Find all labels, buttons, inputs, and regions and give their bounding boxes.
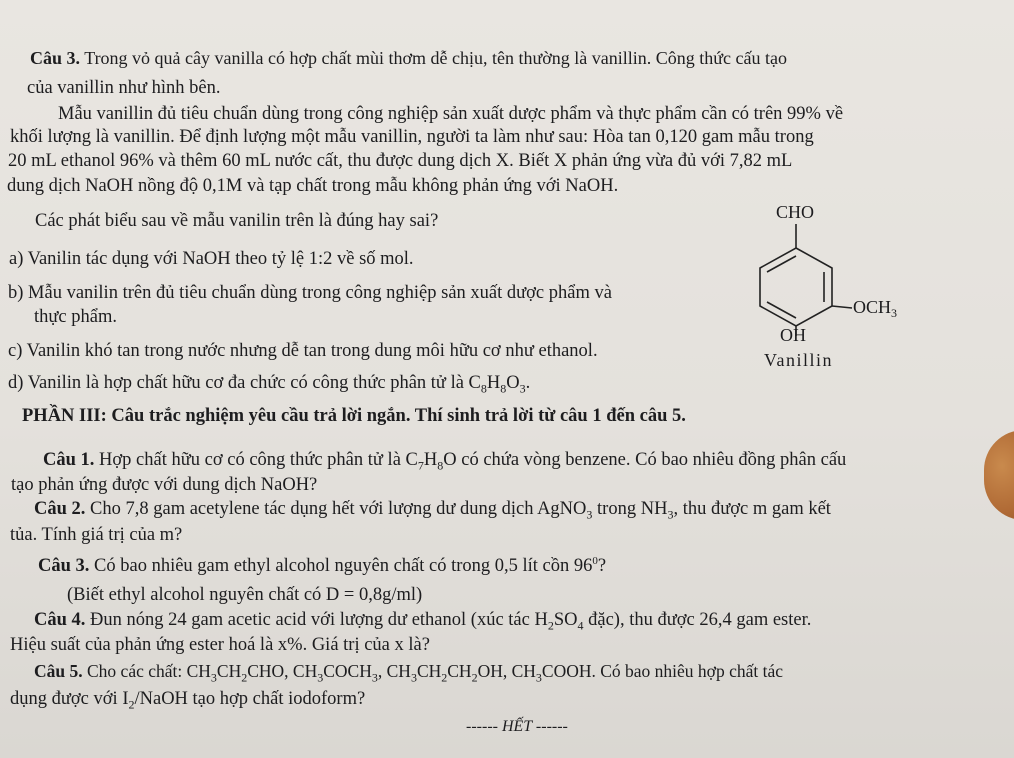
bond-och3 xyxy=(832,306,852,308)
q3-statement-d xyxy=(8,372,530,394)
q1-sub1: 7 xyxy=(417,458,424,473)
q4-text-c: đặc), thu được 26,4 gam ester. xyxy=(583,610,812,630)
q5-s2: 2 xyxy=(241,670,248,685)
q3-para2-line-3: 20 mL ethanol 96% và thêm 60 mL nước cất, thu được dung dịch X. Biết X phản ứng vừa đủ với 7,82 mL xyxy=(8,151,793,171)
part3-q3-line-1 xyxy=(38,555,606,577)
part3-q3-line-2: (Biết ethyl alcohol nguyên chất có D = 0,8g/ml) xyxy=(67,585,423,605)
q3-title: Câu 3. xyxy=(30,48,81,68)
d-sub-c: 8 xyxy=(480,381,487,396)
q2-sub1: 3 xyxy=(586,507,593,522)
part3-q4-line-2: Hiệu suất của phản ứng ester hoá là x%. Giá trị của x là? xyxy=(10,635,430,655)
part3-q5-line-1 xyxy=(34,660,783,685)
q2-text-c: , thu được m gam kết xyxy=(673,499,831,519)
q3-statement-b-line-1: b) Mẫu vanilin trên đủ tiêu chuẩn dùng trong công nghiệp sản xuất dược phẩm và xyxy=(8,283,612,303)
q3p-sup: 0 xyxy=(592,554,598,567)
q5-t8: OH, CH xyxy=(477,661,536,681)
q5-t1: Cho các chất: CH xyxy=(87,661,211,681)
q3-statement-a: a) Vanilin tác dụng với NaOH theo tỷ lệ 1:2 về số mol. xyxy=(9,249,414,269)
vanillin-structure-diagram xyxy=(740,196,940,376)
d-sub-o: 3 xyxy=(519,381,526,396)
d-sub-h: 8 xyxy=(500,381,507,396)
q5-s5: 3 xyxy=(410,670,417,685)
q3-prompt: Các phát biểu sau về mẫu vanilin trên là đúng hay sai? xyxy=(35,211,439,231)
q2-text-a: Cho 7,8 gam acetylene tác dụng hết với lượng dư dung dịch AgNO xyxy=(90,499,587,519)
cho-label: CHO xyxy=(776,202,815,222)
part3-q4-line-1 xyxy=(34,609,811,631)
part3-q2-line-1 xyxy=(34,498,831,520)
q5-l2a: dụng được với I xyxy=(10,689,129,709)
benzene-ring xyxy=(760,248,832,326)
q2-label: Câu 2. xyxy=(34,499,86,519)
q4-label: Câu 4. xyxy=(34,610,86,630)
q3-line-1 xyxy=(30,47,787,69)
finger-shadow xyxy=(984,430,1014,520)
q2-sub2: 3 xyxy=(667,507,674,522)
q1-text-a: Hợp chất hữu cơ có công thức phân tử là C xyxy=(99,450,418,470)
q3-text-1: Trong vỏ quả cây vanilla có hợp chất mùi thơm dễ chịu, tên thường là vanillin. Công thức cấu tạo xyxy=(84,48,787,68)
q3-para2-line-4: dung dịch NaOH nồng độ 0,1M và tạp chất trong mẫu không phản ứng với NaOH. xyxy=(7,176,619,196)
q1-sub2: 8 xyxy=(437,458,444,473)
q3-para2-line-1: Mẫu vanillin đủ tiêu chuẩn dùng trong công nghiệp sản xuất dược phẩm và thực phẩm cần có trên 99% về xyxy=(58,104,844,124)
d-h: H xyxy=(486,373,501,393)
q5-s1: 3 xyxy=(210,670,217,685)
double-bond-1 xyxy=(767,256,796,272)
q4-sub1: 2 xyxy=(547,618,554,633)
part3-q1-line-2: tạo phản ứng được với dung dịch NaOH? xyxy=(11,475,318,495)
q4-text-a: Đun nóng 24 gam acetic acid với lượng dư ethanol (xúc tác H xyxy=(90,610,548,630)
q3-para2-line-2: khối lượng là vanillin. Để định lượng một mẫu vanillin, người ta làm như sau: Hòa tan 0,120 gam mẫu trong xyxy=(10,127,814,147)
och3-label: $OCH_3$ xyxy=(853,297,898,320)
q5-l2b: /NaOH tạo hợp chất iodoform? xyxy=(134,689,366,709)
d-text: d) Vanilin là hợp chất hữu cơ đa chức có công thức phân tử là C xyxy=(8,373,481,393)
q5-t3: CHO, CH xyxy=(247,661,318,681)
q1-label: Câu 1. xyxy=(43,450,95,470)
q5-s6: 2 xyxy=(441,670,448,685)
q5-s4: 3 xyxy=(371,670,378,685)
q5-t2: CH xyxy=(216,661,242,681)
q4-text-b: SO xyxy=(553,610,578,630)
q2-text-b: trong NH xyxy=(592,499,668,519)
q3-statement-b-line-2: thực phẩm. xyxy=(34,307,117,327)
q5-t6: CH xyxy=(416,661,442,681)
q3-line-2: của vanillin như hình bên. xyxy=(27,78,221,98)
q3p-label: Câu 3. xyxy=(38,556,90,576)
q4-sub2: 4 xyxy=(577,618,584,633)
part3-q5-line-2 xyxy=(10,688,365,710)
q3-statement-c: c) Vanilin khó tan trong nước nhưng dễ tan trong dung môi hữu cơ như ethanol. xyxy=(8,341,598,361)
part3-q2-line-2: tủa. Tính giá trị của m? xyxy=(10,525,183,545)
d-o: O xyxy=(506,373,520,393)
oh-label: OH xyxy=(780,325,806,345)
part3-heading: PHẦN III: Câu trắc nghiệm yêu cầu trả lời ngắn. Thí sinh trả lời từ câu 1 đến câu 5. xyxy=(22,406,686,426)
q5-label: Câu 5. xyxy=(34,661,83,681)
q5-s7: 2 xyxy=(471,670,478,685)
q5-t9: COOH. Có bao nhiêu hợp chất tác xyxy=(541,661,783,681)
double-bond-3 xyxy=(767,302,796,318)
q5-l2-sub: 2 xyxy=(128,697,135,712)
q3p-text-b: ? xyxy=(597,556,607,576)
q3p-text-a: Có bao nhiêu gam ethyl alcohol nguyên chất có trong 0,5 lít cồn 96 xyxy=(94,556,593,576)
end-marker: ------ HẾT ------ xyxy=(466,718,568,735)
q1-text-b: O có chứa vòng benzene. Có bao nhiêu đồng phân cấu xyxy=(443,450,847,470)
q1-h: H xyxy=(423,450,438,470)
vanillin-caption: Vanillin xyxy=(764,350,833,370)
q5-t5: , CH xyxy=(377,661,411,681)
q5-t4: COCH xyxy=(323,661,372,681)
q5-s8: 3 xyxy=(535,670,542,685)
part3-q1-line-1 xyxy=(43,449,846,471)
d-end: . xyxy=(525,373,531,393)
q5-t7: CH xyxy=(447,661,472,681)
q5-s3: 3 xyxy=(317,670,324,685)
